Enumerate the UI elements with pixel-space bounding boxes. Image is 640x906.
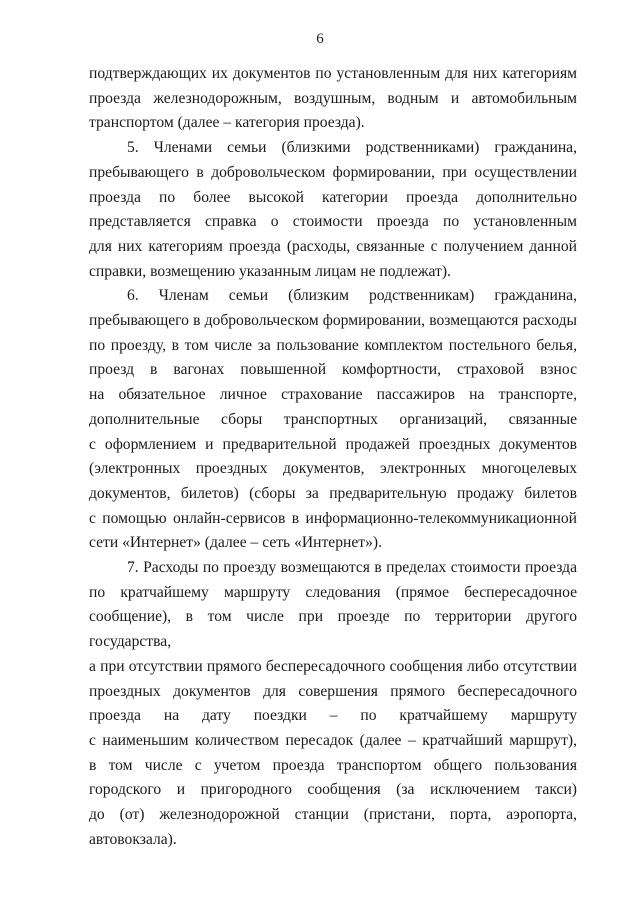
- text-line: городского и пригородного сообщения (за исключением такси): [89, 781, 577, 799]
- text-line: с оформлением и предварительной продажей проездных документов: [89, 435, 577, 453]
- paragraph-5: [89, 136, 577, 284]
- text-line: автовокзала).: [89, 830, 177, 848]
- paragraph-7: [89, 556, 577, 852]
- text-line: пребывающего в добровольческом формировании, возмещаются расходы: [89, 312, 577, 330]
- text-line: 5. Членами семьи (близкими родственниками) гражданина,: [127, 139, 577, 157]
- text-line: 7. Расходы по проезду возмещаются в пределах стоимости проезда: [127, 559, 577, 577]
- text-line: проездных документов для совершения прямого беспересадочного: [89, 682, 577, 700]
- text-line: до (от) железнодорожной станции (пристани, порта, аэропорта,: [89, 806, 577, 824]
- text-line: в том числе с учетом проезда транспортом общего пользования: [89, 756, 577, 774]
- text-line: а при отсутствии прямого беспересадочного сообщения либо отсутствии: [89, 657, 577, 675]
- text-line: представляется справка о стоимости проезда по установленным: [89, 213, 577, 231]
- text-line: проезда железнодорожным, воздушным, водным и автомобильным: [89, 89, 577, 107]
- text-line: с помощью онлайн-сервисов в информационно-телекоммуникационной: [89, 509, 577, 527]
- text-line: проезд в вагонах повышенной комфортности, страховой взнос: [89, 361, 577, 379]
- text-line: 6. Членам семьи (близким родственникам) гражданина,: [127, 287, 577, 305]
- text-line: сети «Интернет» (далее – сеть «Интернет»).: [89, 534, 382, 552]
- paragraph-6: [89, 284, 577, 556]
- text-line: проезда по более высокой категории проезда дополнительно: [89, 188, 577, 206]
- text-line: с наименьшим количеством пересадок (далее – кратчайший маршрут),: [89, 731, 577, 749]
- text-line: пребывающего в добровольческом формировании, при осуществлении: [89, 163, 577, 181]
- text-line: по проезду, в том числе за пользование комплектом постельного белья,: [89, 336, 577, 354]
- text-line: справки, возмещению указанным лицам не подлежат).: [89, 262, 451, 280]
- text-line: транспортом (далее – категория проезда).: [89, 114, 365, 132]
- text-line: для них категориям проезда (расходы, связанные с получением данной: [89, 237, 577, 255]
- text-line: документов, билетов) (сборы за предварительную продажу билетов: [89, 484, 577, 502]
- page-number: 6: [316, 31, 324, 47]
- text-line: дополнительные сборы транспортных организаций, связанные: [89, 410, 577, 428]
- text-line: проезда на дату поездки – по кратчайшему маршруту: [89, 707, 577, 725]
- text-line: подтверждающих их документов по установленным для них категориям: [89, 65, 577, 82]
- text-line: (электронных проездных документов, электронных многоцелевых: [89, 460, 577, 478]
- text-line: сообщение), в том числе при проезде по территории другого государства,: [89, 608, 577, 651]
- paragraph-continuation: [89, 62, 577, 136]
- text-line: по кратчайшему маршруту следования (прямое беспересадочное: [89, 583, 577, 601]
- document-body: [89, 62, 577, 853]
- text-line: на обязательное личное страхование пассажиров на транспорте,: [89, 386, 577, 404]
